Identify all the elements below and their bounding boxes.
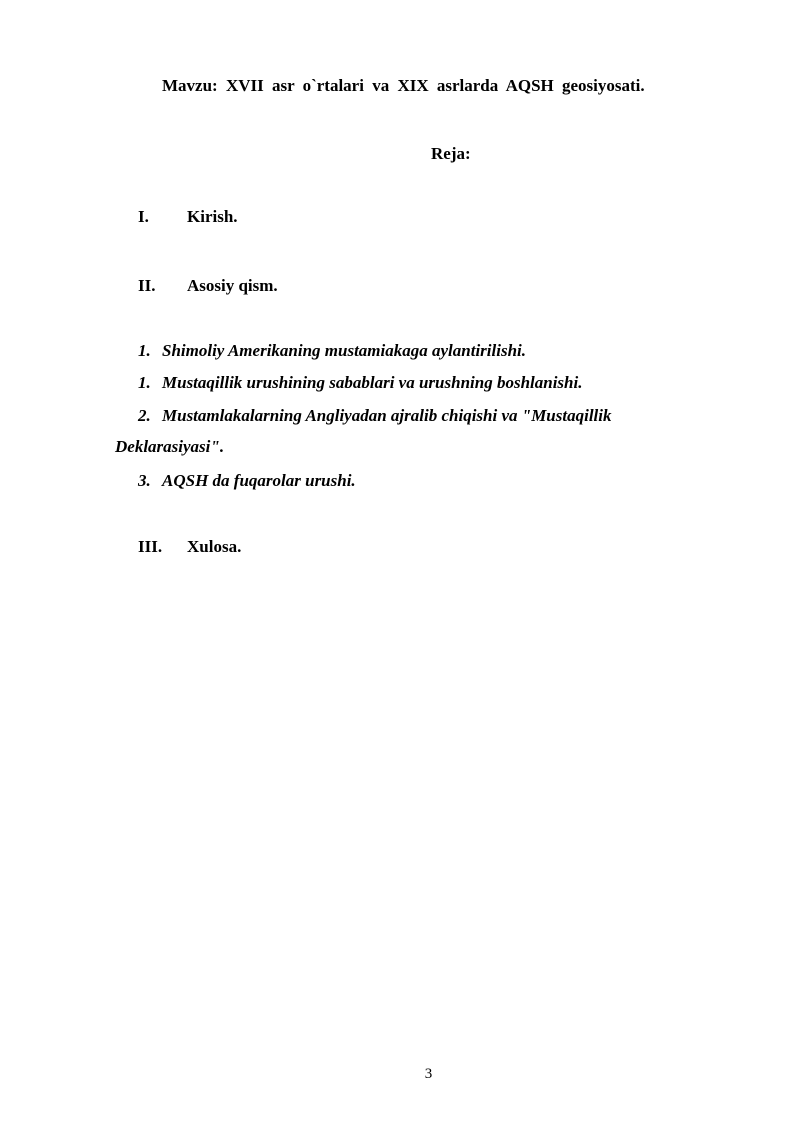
section-conclusion bbox=[138, 537, 241, 557]
subitem-text: Mustamlakalarning Angliyadan ajralib chiqishi va "Mustaqillik bbox=[162, 406, 612, 425]
plan-subitem bbox=[138, 341, 526, 361]
plan-subitem bbox=[138, 471, 356, 491]
subitem-number: 1. bbox=[138, 341, 151, 360]
plan-subitem bbox=[138, 406, 612, 426]
section-label: Kirish. bbox=[187, 207, 238, 226]
section-number: I. bbox=[138, 207, 149, 226]
subitem-number: 3. bbox=[138, 471, 151, 490]
subitem-number: 2. bbox=[138, 406, 151, 425]
plan-heading: Reja: bbox=[431, 144, 471, 163]
subitem-text-continuation: Deklarasiyasi". bbox=[115, 437, 225, 456]
subitem-text: AQSH da fuqarolar urushi. bbox=[162, 471, 356, 490]
section-label: Xulosa. bbox=[187, 537, 242, 556]
subitem-number: 1. bbox=[138, 373, 151, 392]
document-title: Mavzu: XVII asr o`rtalari va XIX asrlarda AQSH geosiyosati. bbox=[162, 76, 645, 95]
page-number: 3 bbox=[424, 1066, 433, 1082]
subitem-text: Mustaqillik urushining sabablari va urushning boshlanishi. bbox=[162, 373, 583, 392]
plan-subitem bbox=[138, 373, 582, 393]
section-number: III. bbox=[138, 537, 163, 556]
section-number: II. bbox=[138, 276, 156, 295]
subitem-text: Shimoliy Amerikaning mustamiakaga aylantirilishi. bbox=[162, 341, 527, 360]
section-introduction bbox=[138, 207, 238, 227]
section-main-part bbox=[138, 276, 278, 296]
section-label: Asosiy qism. bbox=[187, 276, 278, 295]
